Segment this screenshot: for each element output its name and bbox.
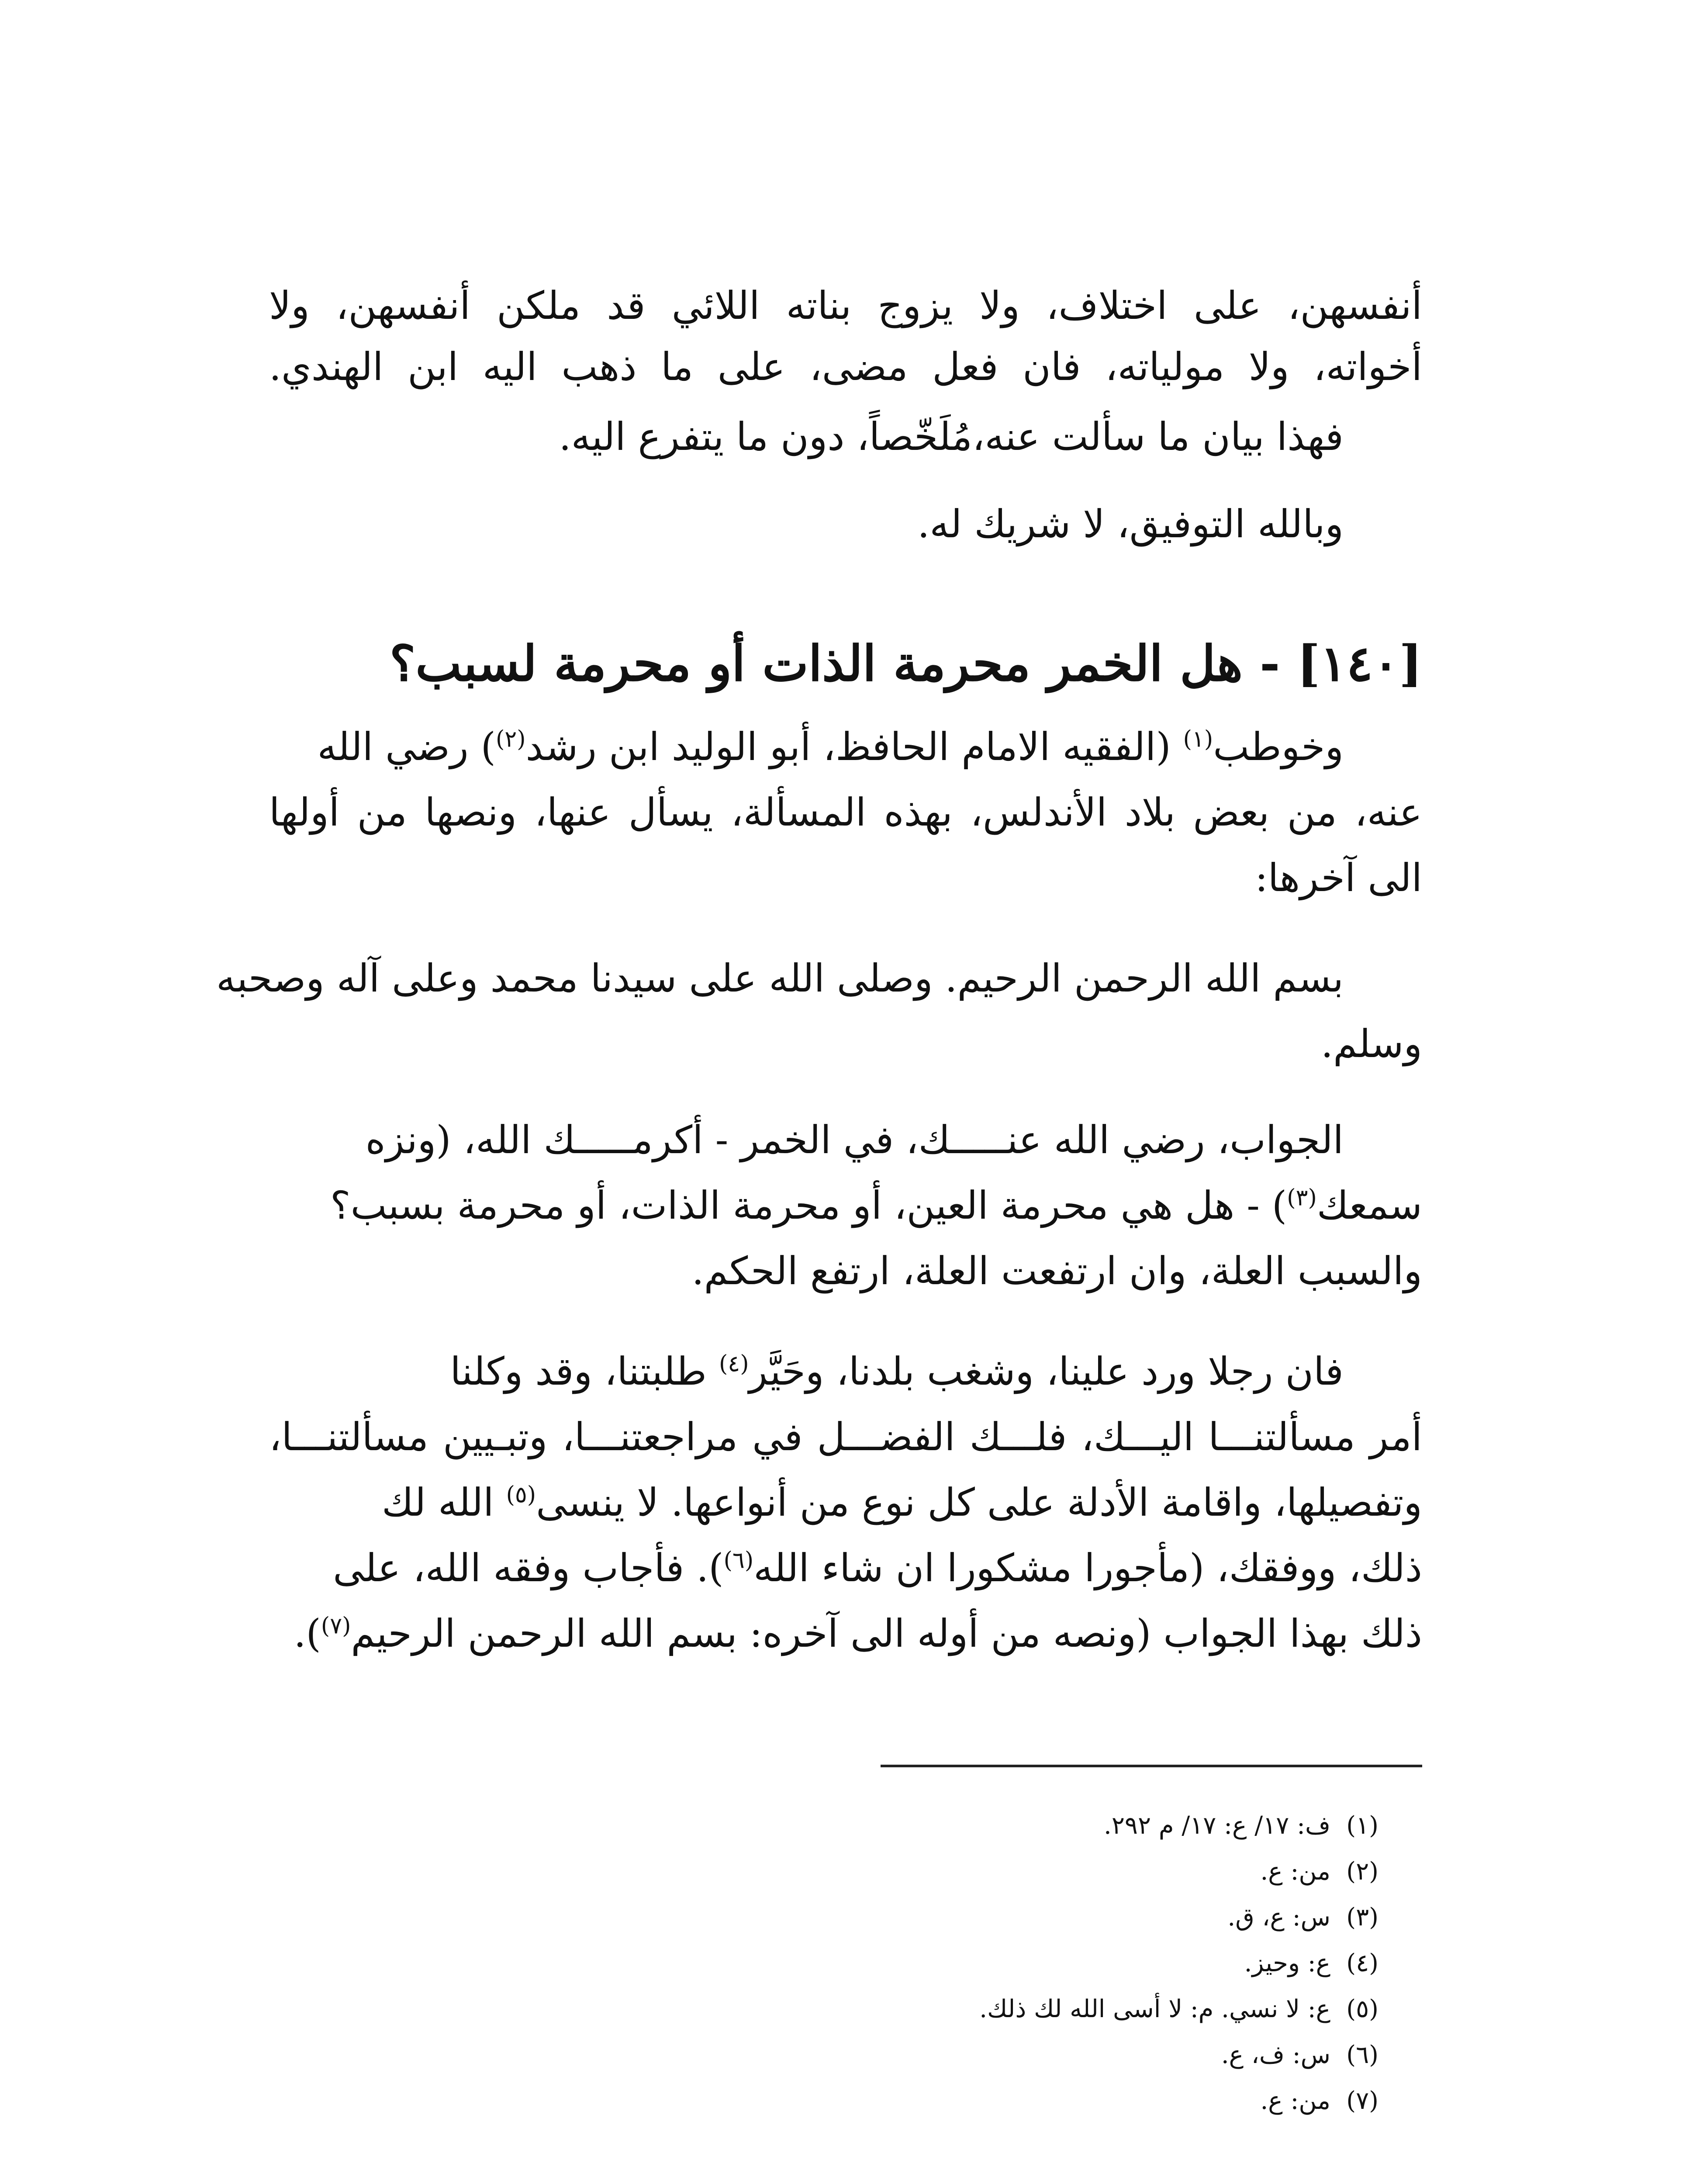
request-text-g: ذلك بهذا الجواب (ونصه من أوله الى آخره: بسم الله الرحمن الرحيم xyxy=(351,1611,1422,1656)
question-line-2 xyxy=(269,1175,1422,1236)
section-heading: [١٤٠] - هل الخمر محرمة الذات أو محرمة لسبب؟ xyxy=(389,635,1422,692)
footnote-number: (٥) xyxy=(1346,1995,1379,2023)
body-line-4: وبالله التوفيق، لا شريك له. xyxy=(917,501,1344,546)
footnote-7 xyxy=(1260,2079,1379,2123)
footnote-text: س: ف، ع. xyxy=(1221,2041,1330,2069)
footnote-marker-6: (٦) xyxy=(723,1547,754,1574)
footnote-number: (٦) xyxy=(1346,2041,1379,2069)
question-text-b: ) - هل هي محرمة العين، أو محرمة الذات، أو محرمة بسبب؟ xyxy=(330,1183,1287,1228)
question-text-a: سمعك xyxy=(1316,1183,1422,1228)
footnote-number: (١) xyxy=(1346,1811,1379,1840)
footnote-text: ف: ١٧/ ع: ١٧/ م ٢٩٢. xyxy=(1104,1811,1330,1840)
request-text-e: ذلك، ووفقك، (مأجورا مشكورا ان شاء الله xyxy=(753,1545,1422,1590)
request-text-a: فان رجلا ورد علينا، وشغب بلدنا، وحَيَّر xyxy=(749,1349,1344,1394)
footnote-number: (٣) xyxy=(1346,1903,1379,1932)
footnote-4 xyxy=(1244,1942,1379,1985)
footnote-text: س: ع، ق. xyxy=(1227,1903,1330,1932)
request-text-b: طلبتنا، وقد وكلنا xyxy=(450,1349,707,1394)
footnote-6 xyxy=(1221,2033,1379,2077)
intro-text-b: (الفقيه الامام الحافظ، أبو الوليد ابن رشد xyxy=(525,724,1171,769)
request-line-4 xyxy=(269,1538,1422,1599)
footnote-text: من: ع. xyxy=(1260,2087,1330,2115)
request-text-h: ). xyxy=(294,1611,321,1656)
footnote-2 xyxy=(1260,1850,1379,1894)
footnote-5 xyxy=(979,1987,1379,2031)
request-line-2: أمر مسألتنـــا اليـــك، فلـــك الفضـــل في مراجعتنـــا، وتبـيين مسألتنـــا، xyxy=(269,1414,1422,1459)
intro-line-3: الى آخرها: xyxy=(1255,855,1422,900)
body-line-2: أخواته، ولا مولياته، فان فعل مضى، على ما ذهب اليه ابن الهندي. xyxy=(269,344,1422,389)
request-line-5 xyxy=(269,1603,1422,1664)
footnote-marker-1: (١) xyxy=(1183,726,1213,753)
basmala-line-2: وسلم. xyxy=(1321,1021,1422,1066)
footnote-text: من: ع. xyxy=(1260,1857,1330,1886)
request-text-f: ). فأجاب وفقه الله، على xyxy=(333,1545,724,1590)
request-line-1 xyxy=(269,1341,1344,1402)
footnote-1 xyxy=(1104,1804,1379,1848)
request-text-d: الله لك xyxy=(382,1480,494,1525)
footnote-number: (٤) xyxy=(1346,1949,1379,1977)
body-line-3: فهذا بيان ما سألت عنه،مُلَخّصاً، دون ما يتفرع اليه. xyxy=(559,414,1344,459)
footnote-number: (٢) xyxy=(1346,1857,1379,1886)
footnote-marker-7: (٧) xyxy=(321,1613,351,1639)
footnote-marker-3: (٣) xyxy=(1287,1185,1317,1211)
footnote-divider xyxy=(881,1765,1422,1767)
footnote-marker-2: (٢) xyxy=(495,726,526,753)
request-text-c: وتفصيلها، واقامة الأدلة على كل نوع من أنواعها. لا ينسى xyxy=(536,1480,1422,1525)
question-line-3: والسبب العلة، وان ارتفعت العلة، ارتفع الحكم. xyxy=(691,1248,1422,1293)
footnote-3 xyxy=(1227,1896,1379,1939)
basmala-line-1: بسم الله الرحمن الرحيم. وصلى الله على سيدنا محمد وعلى آله وصحبه xyxy=(216,956,1344,1001)
intro-text-c: ) رضي الله xyxy=(317,724,496,769)
question-line-1: الجواب، رضي الله عنـــــك، في الخمر - أكرمـــــك الله، (ونزه xyxy=(365,1117,1344,1162)
intro-line-1 xyxy=(269,716,1344,778)
footnote-number: (٧) xyxy=(1346,2087,1379,2115)
body-line-1: أنفسهن، على اختلاف، ولا يزوج بناته اللائي قد ملكن أنفسهن، ولا xyxy=(269,283,1422,328)
intro-text-a: وخوطب xyxy=(1213,724,1344,769)
footnote-marker-5: (٥) xyxy=(506,1482,536,1508)
footnote-text: ع: وحيز. xyxy=(1244,1949,1330,1977)
footnote-marker-4: (٤) xyxy=(719,1351,749,1377)
footnote-text: ع: لا نسي. م: لا أسى الله لك ذلك. xyxy=(979,1995,1330,2023)
intro-line-2: عنه، من بعض بلاد الأندلس، بهذه المسألة، يسأل عنها، ونصها من أولها xyxy=(269,790,1422,835)
request-line-3 xyxy=(269,1472,1422,1533)
